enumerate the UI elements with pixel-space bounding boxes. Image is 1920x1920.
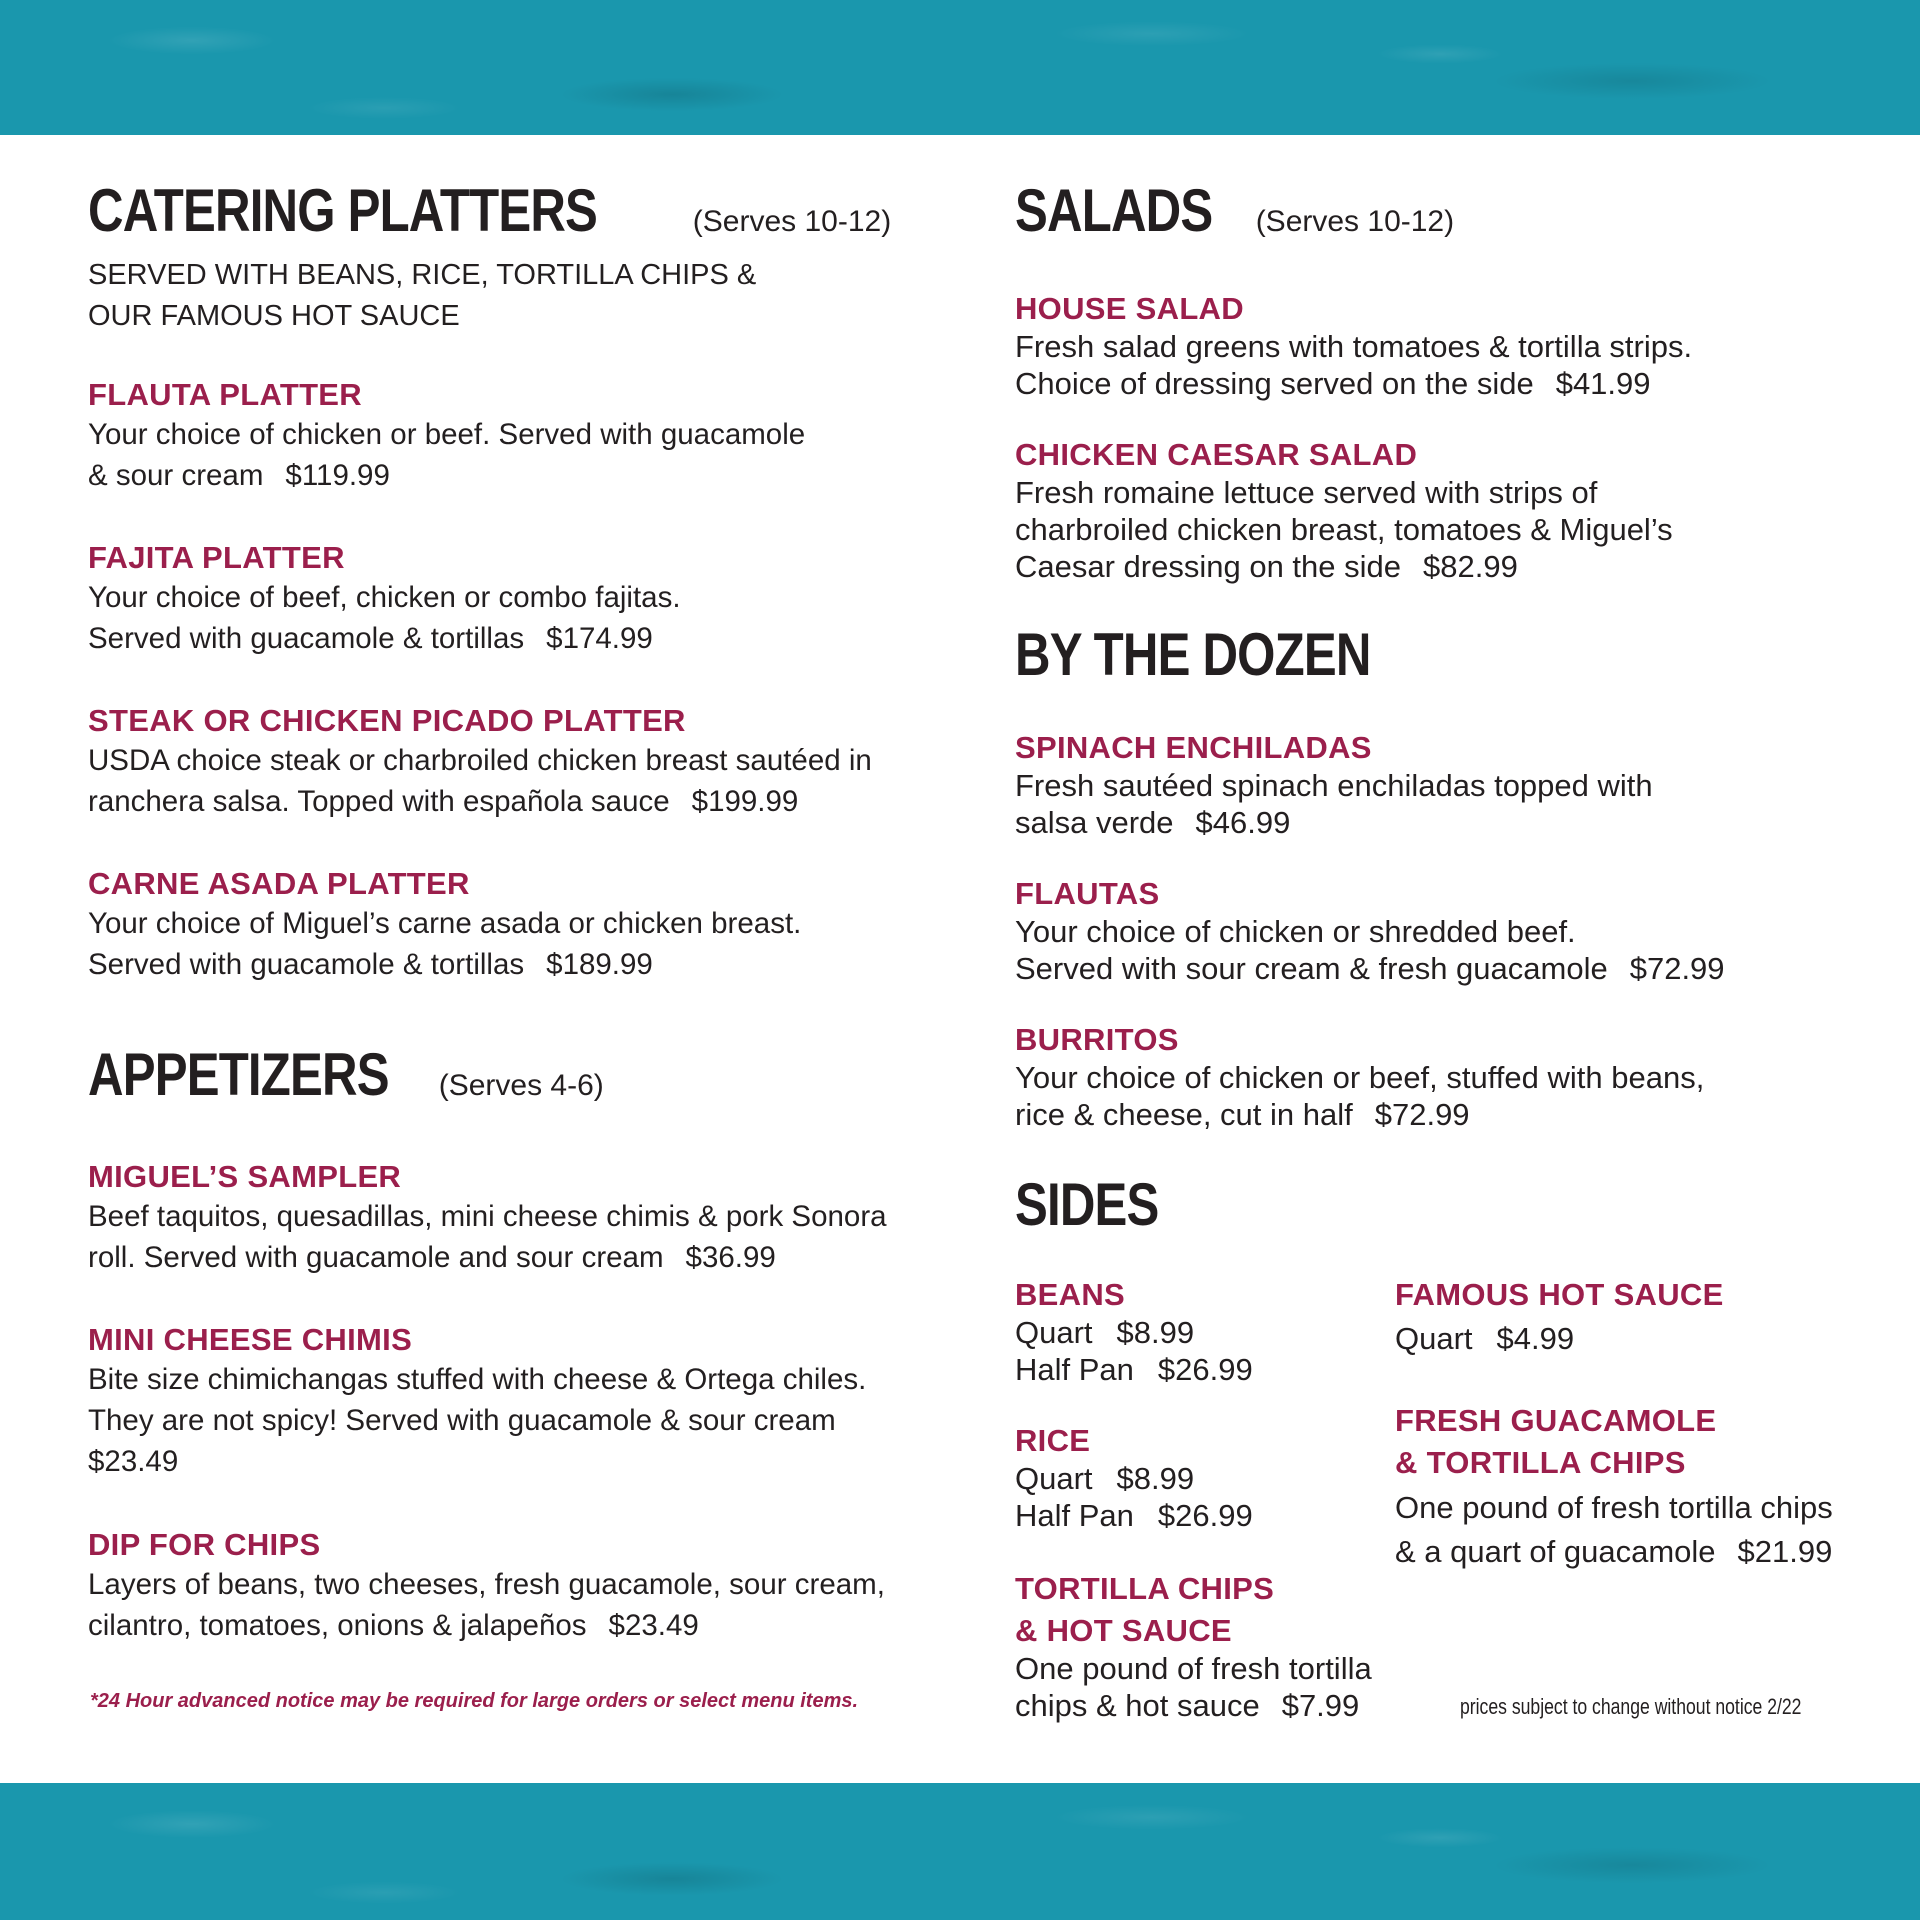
- item-name: FAMOUS HOT SAUCE: [1395, 1277, 1724, 1312]
- item-price: $174.99: [546, 622, 653, 655]
- menu-item-miguels-sampler: [88, 1158, 928, 1278]
- menu-item-dip-for-chips: [88, 1526, 928, 1646]
- item-price: $36.99: [685, 1241, 776, 1274]
- sides-title: SIDES: [1015, 1171, 1159, 1238]
- item-price: $199.99: [691, 785, 799, 818]
- item-description: One pound of fresh tortilla chips & a quart of guacamole $21.99: [1395, 1490, 1833, 1569]
- item-name: STEAK OR CHICKEN PICADO PLATTER: [88, 703, 686, 738]
- item-price: $23.49: [608, 1609, 699, 1642]
- item-description: Bite size chimichangas stuffed with cheese & Ortega chiles. They are not spicy! Served with guacamole & sour cream $23.49: [88, 1359, 928, 1482]
- item-description: One pound of fresh tortilla chips & hot sauce $7.99: [1015, 1651, 1372, 1723]
- menu-item-fajita-platter: [88, 539, 928, 659]
- menu-item-house-salad: [1015, 290, 1855, 402]
- bottom-texture-band: [0, 1783, 1920, 1920]
- menu-item-chicken-caesar-salad: [1015, 436, 1855, 585]
- item-price: $7.99: [1281, 1688, 1360, 1723]
- menu-item-flauta-platter: [88, 376, 928, 496]
- item-description: Your choice of Miguel’s carne asada or chicken breast. Served with guacamole & tortillas $189.99: [88, 907, 802, 981]
- item-price: $26.99: [1157, 1352, 1253, 1387]
- item-name: FAJITA PLATTER: [88, 540, 345, 575]
- salads-title: SALADS: [1015, 177, 1213, 244]
- item-description: Quart $8.99 Half Pan $26.99: [1015, 1461, 1253, 1533]
- item-price: $21.99: [1737, 1534, 1833, 1569]
- item-name: HOUSE SALAD: [1015, 291, 1244, 326]
- menu-item-burritos: [1015, 1021, 1855, 1133]
- item-name: CARNE ASADA PLATTER: [88, 866, 470, 901]
- menu-item-picado-platter: [88, 702, 928, 822]
- item-name-line2: & TORTILLA CHIPS: [1395, 1445, 1686, 1480]
- item-name: MINI CHEESE CHIMIS: [88, 1322, 413, 1357]
- top-texture-band: [0, 0, 1920, 135]
- item-price: $46.99: [1195, 805, 1291, 840]
- item-price: $189.99: [546, 948, 653, 981]
- price-disclaimer: prices subject to change without notice 2/22: [1460, 1694, 1802, 1719]
- item-description: Quart $4.99: [1395, 1321, 1575, 1356]
- item-price: $8.99: [1116, 1461, 1195, 1496]
- menu-item-mini-cheese-chimis: [88, 1321, 928, 1482]
- by-the-dozen-heading: [1015, 620, 1449, 689]
- catering-heading: [88, 176, 891, 245]
- menu-item-flautas: [1015, 875, 1855, 987]
- item-description: Fresh romaine lettuce served with strips of charbroiled chicken breast, tomatoes & Miguel’s Caesar dressing on the side $82.99: [1015, 475, 1673, 584]
- item-price: $26.99: [1157, 1498, 1253, 1533]
- item-description: Your choice of chicken or beef. Served with guacamole & sour cream $119.99: [88, 418, 806, 492]
- item-price: $4.99: [1496, 1321, 1575, 1356]
- item-price: $41.99: [1555, 366, 1651, 401]
- item-name: CHICKEN CAESAR SALAD: [1015, 437, 1418, 472]
- side-tortilla-chips-hot-sauce: [1015, 1570, 1395, 1724]
- side-famous-hot-sauce: [1395, 1276, 1855, 1357]
- appetizers-heading: [88, 1040, 604, 1109]
- item-name: SPINACH ENCHILADAS: [1015, 730, 1372, 765]
- item-name: DIP FOR CHIPS: [88, 1527, 321, 1562]
- item-name-line2: & HOT SAUCE: [1015, 1613, 1232, 1648]
- menu-item-spinach-enchiladas: [1015, 729, 1855, 841]
- item-description: Quart $8.99 Half Pan $26.99: [1015, 1315, 1253, 1387]
- sides-heading: [1015, 1170, 1190, 1239]
- item-price: $8.99: [1116, 1315, 1195, 1350]
- item-name: BURRITOS: [1015, 1022, 1179, 1057]
- appetizers-serves: (Serves 4-6): [438, 1069, 604, 1102]
- side-fresh-guacamole-chips: [1395, 1402, 1855, 1574]
- item-name: FLAUTA PLATTER: [88, 377, 362, 412]
- catering-subtitle-line2: OUR FAMOUS HOT SAUCE: [88, 300, 460, 332]
- item-name: RICE: [1015, 1423, 1091, 1458]
- salads-heading: [1015, 176, 1454, 245]
- item-name: FLAUTAS: [1015, 876, 1160, 911]
- side-beans: [1015, 1276, 1375, 1388]
- item-price: $72.99: [1374, 1097, 1470, 1132]
- advance-notice-note: *24 Hour advanced notice may be required for large orders or select menu items.: [90, 1690, 859, 1712]
- item-price: $23.49: [88, 1445, 179, 1478]
- item-name: BEANS: [1015, 1277, 1126, 1312]
- item-price: $82.99: [1423, 549, 1518, 584]
- item-description: Your choice of beef, chicken or combo fajitas. Served with guacamole & tortillas $174.99: [88, 581, 681, 655]
- item-description: Beef taquitos, quesadillas, mini cheese chimis & pork Sonora roll. Served with guacamole and sour cream $36.99: [88, 1200, 887, 1274]
- item-price: $72.99: [1629, 951, 1725, 986]
- catering-subtitle: [88, 255, 756, 337]
- item-price: $119.99: [285, 459, 390, 492]
- item-description: Layers of beans, two cheeses, fresh guacamole, sour cream, cilantro, tomatoes, onions & jalapeños $23.49: [88, 1568, 885, 1642]
- item-name: FRESH GUACAMOLE: [1395, 1403, 1717, 1438]
- item-description: Fresh sautéed spinach enchiladas topped with salsa verde $46.99: [1015, 768, 1653, 840]
- item-description: Your choice of chicken or shredded beef. Served with sour cream & fresh guacamole $72.99: [1015, 914, 1725, 986]
- item-name: TORTILLA CHIPS: [1015, 1571, 1275, 1606]
- item-description: Fresh salad greens with tomatoes & tortilla strips. Choice of dressing served on the side $41.99: [1015, 329, 1693, 401]
- appetizers-title: APPETIZERS: [88, 1041, 389, 1108]
- by-the-dozen-title: BY THE DOZEN: [1015, 621, 1371, 688]
- catering-serves: (Serves 10-12): [692, 205, 892, 238]
- salads-serves: (Serves 10-12): [1255, 205, 1455, 238]
- catering-title: CATERING PLATTERS: [88, 177, 598, 244]
- item-description: USDA choice steak or charbroiled chicken breast sautéed in ranchera salsa. Topped with española sauce $199.99: [88, 744, 872, 818]
- item-description: Your choice of chicken or beef, stuffed with beans, rice & cheese, cut in half $72.99: [1015, 1060, 1705, 1132]
- catering-subtitle-line1: SERVED WITH BEANS, RICE, TORTILLA CHIPS &: [88, 259, 757, 291]
- item-name: MIGUEL’S SAMPLER: [88, 1159, 402, 1194]
- menu-item-carne-asada-platter: [88, 865, 928, 985]
- side-rice: [1015, 1422, 1375, 1534]
